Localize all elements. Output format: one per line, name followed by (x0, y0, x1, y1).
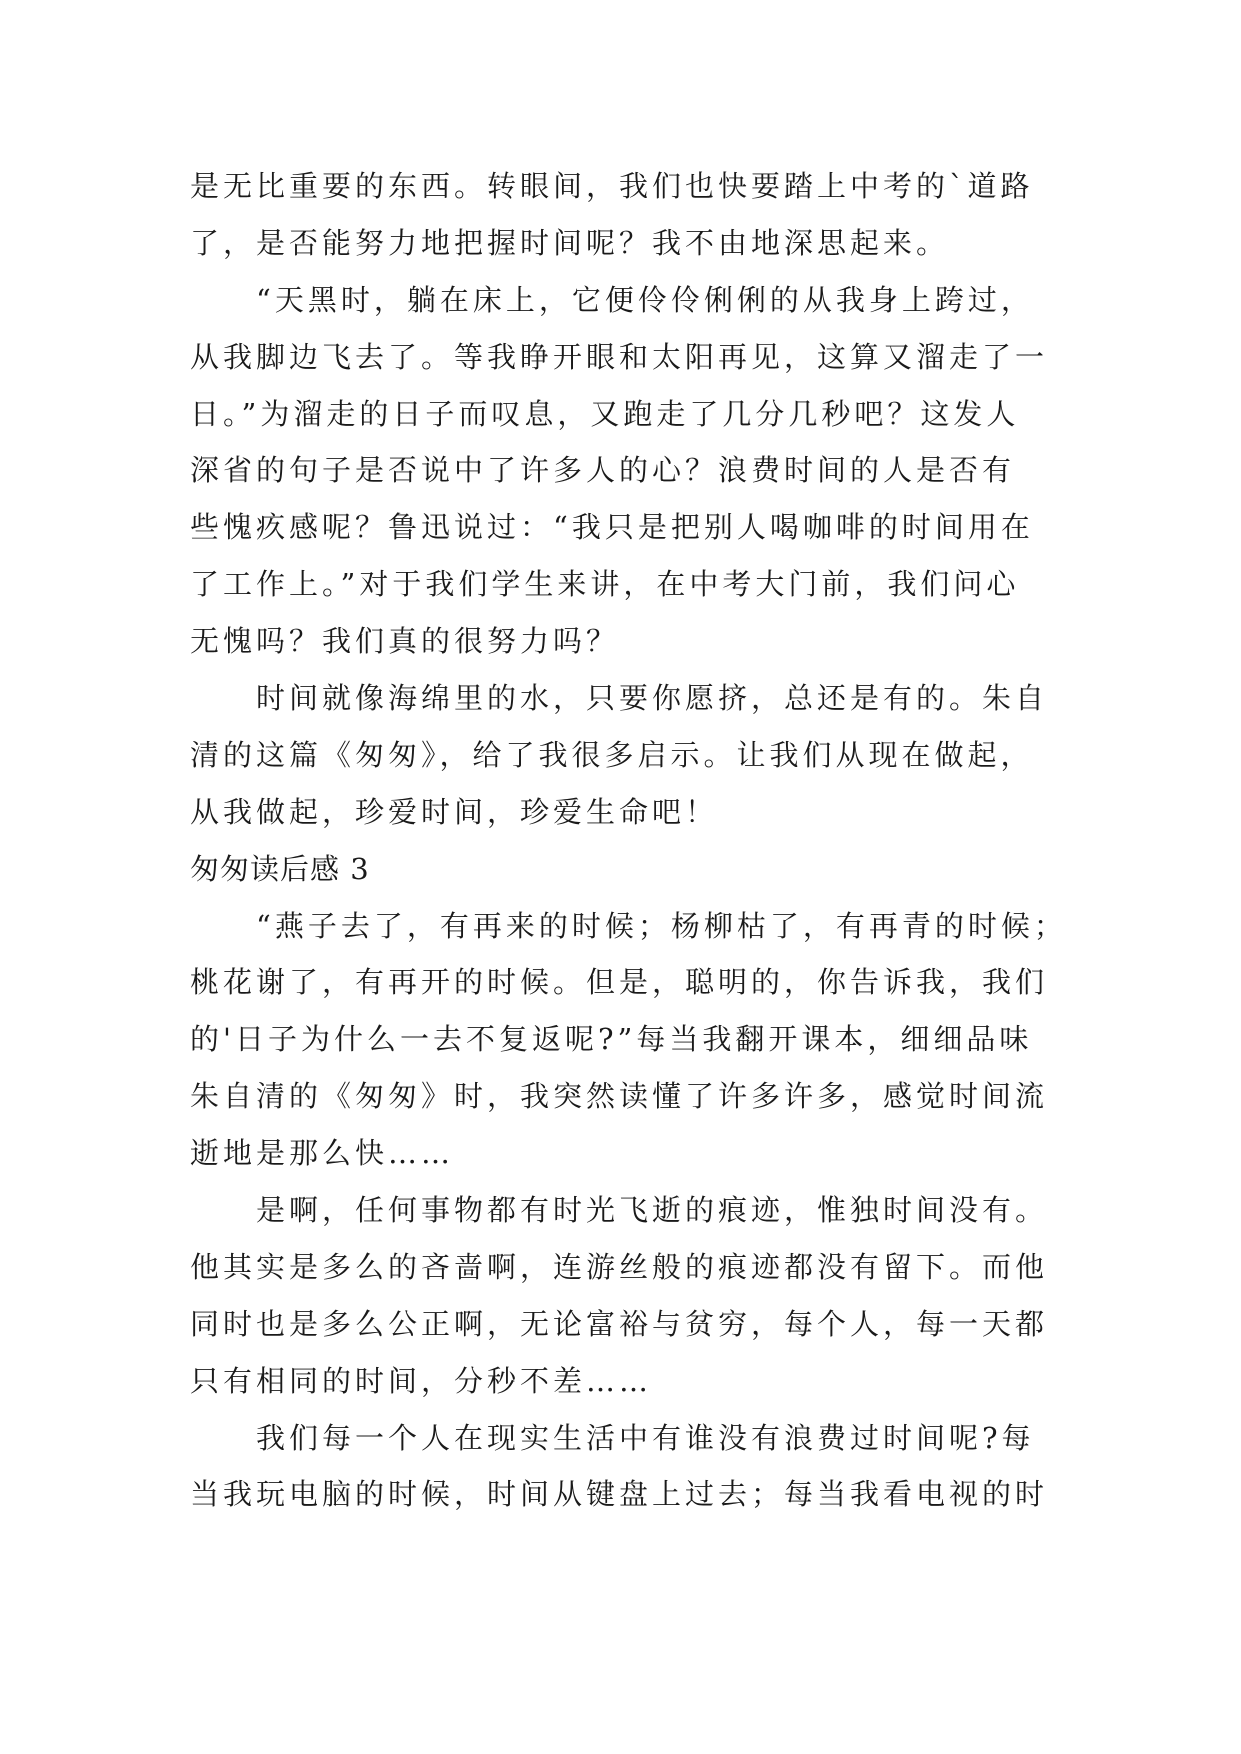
text-line: 只有相同的时间，分秒不差…… (190, 1363, 653, 1398)
text-line: 时间就像海绵里的水，只要你愿挤，总还是有的。朱自 (190, 681, 1049, 716)
text-line: 从我脚边飞去了。等我睁开眼和太阳再见，这算又溜走了一 (190, 339, 1049, 374)
text-line: 清的这篇《匆匆》，给了我很多启示。让我们从现在做起， (190, 737, 1034, 772)
text-line: 无愧吗？我们真的很努力吗？ (190, 624, 620, 659)
text-line: 逝地是那么快…… (190, 1136, 455, 1171)
text-line: 的'日子为什么一去不复返呢?”每当我翻开课本，细细品味 (190, 1022, 1033, 1057)
text-line: “天黑时，躺在床上，它便伶伶俐俐的从我身上跨过， (190, 282, 1034, 317)
body-text (190, 158, 1090, 1523)
text-line: 同时也是多么公正啊，无论富裕与贫穷，每个人，每一天都 (190, 1306, 1049, 1341)
text-line: “燕子去了，有再来的时候；杨柳枯了，有再青的时候； (190, 908, 1067, 943)
section-heading: 匆匆读后感 3 (190, 851, 370, 886)
text-line: 我们每一个人在现实生活中有谁没有浪费过时间呢?每 (190, 1420, 1035, 1455)
text-line: 当我玩电脑的时候，时间从键盘上过去；每当我看电视的时 (190, 1477, 1049, 1512)
text-line: 朱自清的《匆匆》时，我突然读懂了许多许多，感觉时间流 (190, 1079, 1049, 1114)
text-line: 他其实是多么的吝啬啊，连游丝般的痕迹都没有留下。而他 (190, 1249, 1049, 1284)
text-line: 了工作上。”对于我们学生来讲，在中考大门前，我们问心 (190, 567, 1020, 602)
text-line: 了，是否能努力地把握时间呢？我不由地深思起来。 (190, 225, 950, 260)
text-line: 日。”为溜走的日子而叹息，又跑走了几分几秒吧？这发人 (190, 396, 1020, 431)
text-line: 桃花谢了，有再开的时候。但是，聪明的，你告诉我，我们 (190, 965, 1049, 1000)
text-line: 深省的句子是否说中了许多人的心？浪费时间的人是否有 (190, 453, 1016, 488)
text-line: 些愧疚感呢？鲁迅说过：“我只是把别人喝咖啡的时间用在 (190, 510, 1034, 545)
text-line: 从我做起，珍爱时间，珍爱生命吧！ (190, 794, 719, 829)
text-line: 是啊，任何事物都有时光飞逝的痕迹，惟独时间没有。 (190, 1193, 1049, 1228)
text-line: 是无比重要的东西。转眼间，我们也快要踏上中考的`道路 (190, 169, 1034, 203)
